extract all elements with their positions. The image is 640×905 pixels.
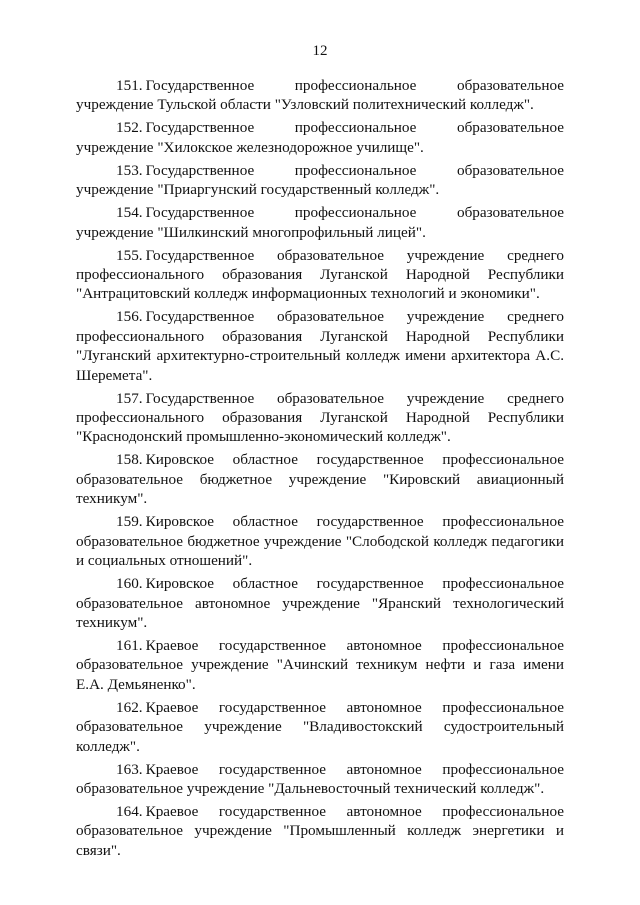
item-text: Государственное профессиональное образовательное учреждение "Приаргунский государственный колледж". (76, 161, 564, 199)
item-text: Кировское областное государственное профессиональное образовательное автономное учреждение "Яранский технологический техникум". (76, 575, 564, 631)
item-text: Кировское областное государственное профессиональное образовательное бюджетное учреждение "Кировский авиационный техникум". (76, 451, 564, 508)
page-number: 12 (312, 43, 328, 59)
item-number: 157. (116, 389, 143, 407)
item-number: 151. (116, 77, 143, 94)
item-text: Государственное профессиональное образовательное учреждение "Хилокское железнодорожное училище". (76, 119, 564, 156)
item-text: Краевое государственное автономное профессиональное образовательное учреждение "Дальневосточный технический колледж". (76, 760, 564, 797)
list-item (76, 203, 564, 242)
item-text: Краевое государственное автономное профессиональное образовательное учреждение "Ачинский техникум нефти и газа имени Е.А. Демьяненко". (76, 636, 564, 693)
item-text: Государственное образовательное учреждение среднего профессионального образования Луганской Народной Республики "Краснодонский промышленно-экономический колледж". (76, 389, 564, 446)
item-number: 160. (116, 575, 143, 593)
item-number: 159. (116, 513, 143, 531)
list-item (76, 802, 564, 860)
item-text: Государственное профессиональное образовательное учреждение "Шилкинский многопрофильный лицей". (76, 204, 564, 241)
item-number: 158. (116, 451, 143, 469)
list-item (76, 76, 564, 115)
item-number: 164. (116, 802, 143, 820)
item-number: 163. (116, 760, 143, 778)
item-number: 156. (116, 308, 143, 326)
item-number: 162. (116, 698, 143, 716)
list-item (76, 760, 564, 799)
item-number: 154. (116, 204, 143, 222)
list-item (76, 161, 564, 200)
item-text: Краевое государственное автономное профессиональное образовательное учреждение "Владивостокский судостроительный колледж". (76, 698, 564, 755)
list-item (76, 389, 564, 447)
item-number: 161. (116, 636, 143, 654)
item-text: Государственное образовательное учреждение среднего профессионального образования Луганской Народной Республики "Антрацитовский колледж информационных технологий и экономики". (76, 246, 564, 303)
item-text: Краевое государственное автономное профессиональное образовательное учреждение "Промышленный колледж энергетики и связи". (76, 802, 564, 859)
item-number: 152. (116, 119, 143, 137)
list-item (76, 636, 564, 694)
list-item (76, 246, 564, 304)
list-item (76, 307, 564, 385)
item-number: 153. (116, 161, 143, 179)
item-text: Государственное образовательное учреждение среднего профессионального образования Луганской Народной Республики "Луганский архитектурно-строительный колледж имени архитектора А.С. Шеремета". (76, 308, 564, 384)
document-body (76, 76, 564, 864)
item-text: Кировское областное государственное профессиональное образовательное бюджетное учреждение "Слободской колледж педагогики и социальных отношений". (76, 513, 564, 570)
list-item (76, 574, 564, 632)
list-item (76, 512, 564, 570)
list-item (76, 450, 564, 508)
item-number: 155. (116, 246, 143, 264)
list-item (76, 118, 564, 157)
item-text: Государственное профессиональное образовательное учреждение Тульской области "Узловский политехнический колледж". (76, 77, 564, 114)
list-item (76, 698, 564, 756)
